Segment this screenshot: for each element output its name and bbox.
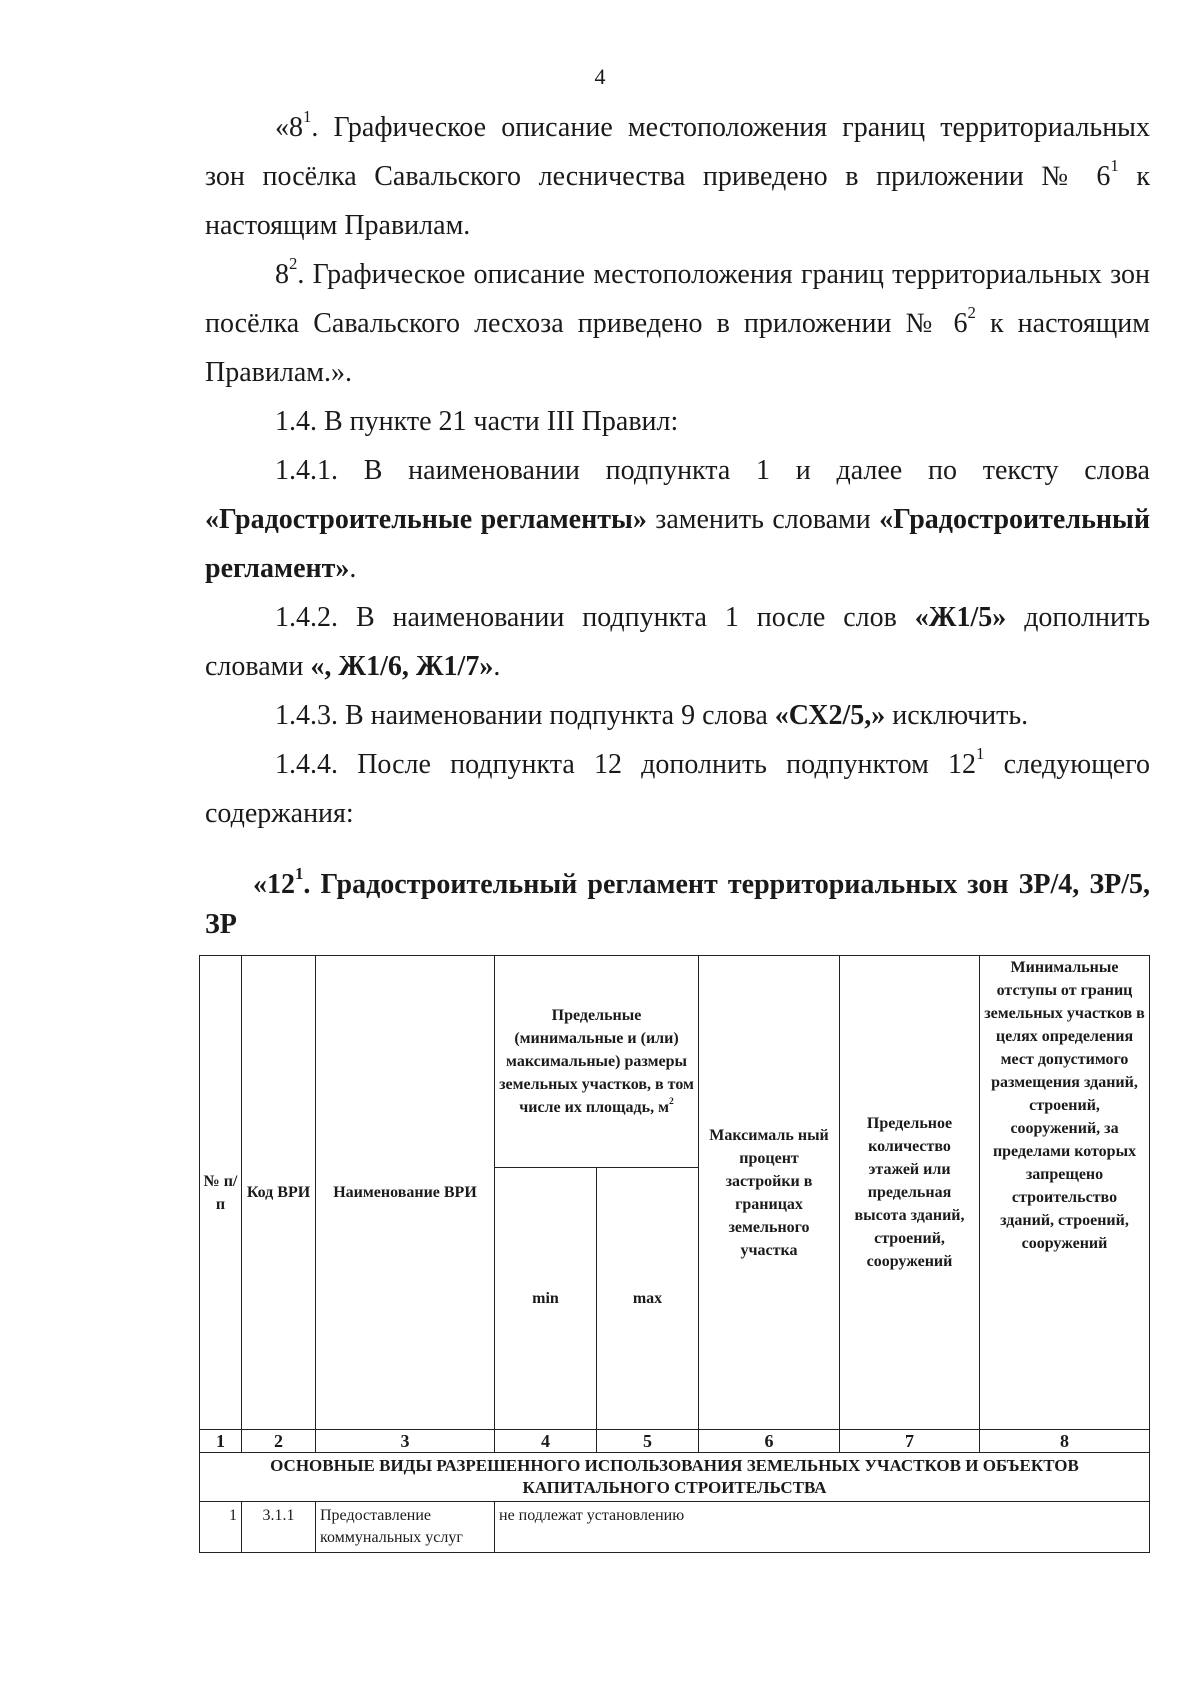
page-number: 4 [594,64,606,89]
superscript: 1 [1110,156,1119,176]
paragraph-text: 1.4.1. В наименовании подпункта 1 и далее по тексту слова [275,455,1150,486]
header-name: Наименование ВРИ [316,956,495,1430]
paragraph-1-4-2 [205,593,1150,691]
paragraph-text: исключить. [885,700,1029,731]
column-number: 1 [200,1430,242,1453]
header-plot-sizes-text: Предельные (минимальные и (или) максимальные) размеры земельных участков, в том числе их площадь, м [499,1007,694,1116]
heading-text: . Градостроительный регламент территориальных зон ЗР/4, ЗР/5, ЗР [205,869,1150,940]
bold-term: «СХ2/5,» [774,700,886,731]
paragraph-text: дополнить словами [205,602,1150,682]
column-number: 2 [242,1430,316,1453]
header-max-coverage: Максималь ный процент застройки в границах земельного участка [699,956,840,1430]
row-index: 1 [200,1502,242,1553]
body-text [205,103,1150,838]
superscript: 1 [976,744,985,764]
section-heading [205,865,1150,945]
paragraph-text: 1.4.2. В наименовании подпункта 1 после слов [275,602,915,633]
paragraph-text: . Графическое описание местоположения границ территориальных зон посёлка Савальского лесничества приведено в приложении № 6 [205,112,1150,192]
column-number: 7 [840,1430,980,1453]
column-number: 6 [699,1430,840,1453]
column-number: 5 [597,1430,699,1453]
column-number: 3 [316,1430,495,1453]
paragraph-8-2 [205,250,1150,397]
column-number: 8 [980,1430,1150,1453]
header-max: max [597,1168,699,1430]
paragraph-1-4-3 [205,691,1150,740]
paragraph-prefix: «8 [275,112,303,143]
paragraph-1-4-1 [205,446,1150,593]
table-row [200,1502,1150,1553]
superscript: 2 [289,254,298,274]
heading-prefix: «12 [253,869,295,900]
regulation-table [199,955,1150,1553]
superscript: 1 [295,864,304,884]
paragraph-text: . [493,651,501,682]
bold-term: «Градостроительный регламент» [205,504,1150,584]
paragraph-text: следующего содержания: [205,749,1150,829]
superscript: 2 [669,1095,674,1107]
header-min-setbacks: Минимальные отступы от границ земельных участков в целях определения мест допустимого размещения зданий, строений, сооружений, за пределами которых запрещено строительство зданий, строений, сооружений [980,956,1150,1430]
paragraph-text: . [349,553,357,584]
paragraph-text: . Графическое описание местоположения границ территориальных зон посёлка Савальского лесхоза приведено в приложении № 6 [205,259,1150,339]
header-number: № п/ п [200,956,242,1430]
header-code: Код ВРИ [242,956,316,1430]
paragraph-1-4-4 [205,740,1150,838]
header-min: min [495,1168,597,1430]
column-numbers-row [200,1430,1150,1453]
row-value: не подлежат установлению [495,1502,1150,1553]
paragraph-suffix: к настоящим Правилам. [205,161,1150,241]
paragraph-8-1 [205,103,1150,250]
paragraph-text: заменить словами [646,504,880,535]
section-title: ОСНОВНЫЕ ВИДЫ РАЗРЕШЕННОГО ИСПОЛЬЗОВАНИЯ ЗЕМЕЛЬНЫХ УЧАСТКОВ И ОБЪЕКТОВ КАПИТАЛЬНОГО СТРОИТЕЛЬСТВА [200,1453,1150,1502]
row-name: Предоставление коммунальных услуг [316,1502,495,1553]
row-code: 3.1.1 [242,1502,316,1553]
paragraph-1-4: 1.4. В пункте 21 части III Правил: [275,406,679,437]
superscript: 2 [967,303,976,323]
superscript: 1 [303,107,312,127]
section-row [200,1453,1150,1502]
header-plot-sizes [495,956,699,1168]
paragraph-text: 1.4.4. После подпункта 12 дополнить подпунктом 12 [275,749,977,780]
header-max-floors: Предельное количество этажей или предельная высота зданий, строений, сооружений [840,956,980,1430]
column-number: 4 [495,1430,597,1453]
paragraph-text: 1.4.3. В наименовании подпункта 9 слова [275,700,775,731]
bold-term: «Ж1/5» [914,602,1007,633]
paragraph-prefix: 8 [275,259,289,290]
bold-term: «, Ж1/6, Ж1/7» [310,651,494,682]
paragraph-suffix: к настоящим Правилам.». [205,308,1150,388]
bold-term: «Градостроительные регламенты» [205,504,647,535]
